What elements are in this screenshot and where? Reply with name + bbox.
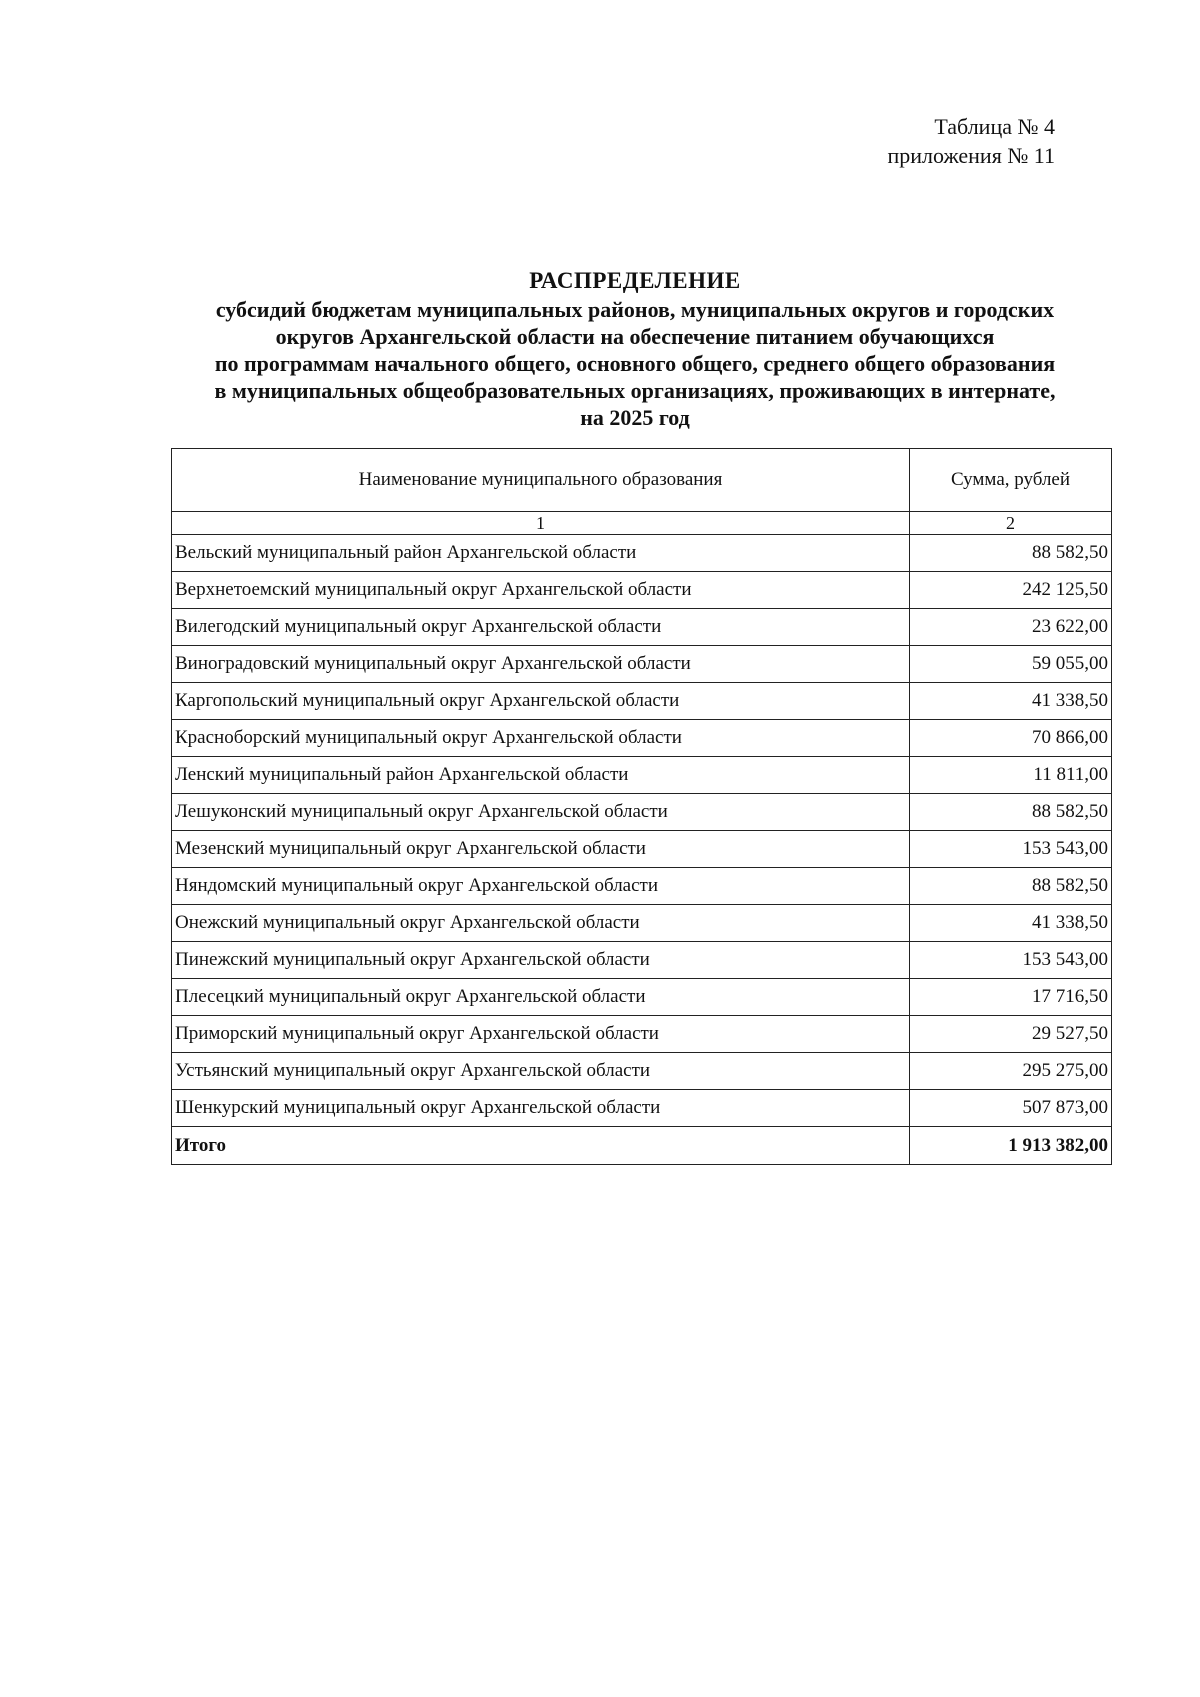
total-label: Итого — [172, 1127, 910, 1165]
amount-value: 41 338,50 — [910, 683, 1112, 720]
table-row — [172, 646, 1112, 683]
municipality-name: Устьянский муниципальный округ Архангельской области — [172, 1053, 910, 1090]
table-row — [172, 1090, 1112, 1127]
table-row — [172, 572, 1112, 609]
column-header-name: Наименование муниципального образования — [172, 449, 910, 512]
total-row — [172, 1127, 1112, 1165]
column-number-row — [172, 512, 1112, 535]
municipality-name: Пинежский муниципальный округ Архангельской области — [172, 942, 910, 979]
table-number-label: Таблица № 4 — [934, 114, 1055, 139]
title-line: округов Архангельской области на обеспечение питанием обучающихся — [275, 324, 995, 349]
amount-value: 23 622,00 — [910, 609, 1112, 646]
municipality-name: Плесецкий муниципальный округ Архангельской области — [172, 979, 910, 1016]
municipality-name: Онежский муниципальный округ Архангельской области — [172, 905, 910, 942]
table-row — [172, 979, 1112, 1016]
municipality-name: Верхнетоемский муниципальный округ Архангельской области — [172, 572, 910, 609]
amount-value: 88 582,50 — [910, 794, 1112, 831]
title-line: субсидий бюджетам муниципальных районов, муниципальных округов и городских — [215, 297, 1055, 322]
municipality-name: Каргопольский муниципальный округ Архангельской области — [172, 683, 910, 720]
amount-value: 11 811,00 — [910, 757, 1112, 794]
title-line: на 2025 год — [580, 405, 690, 430]
municipality-name: Лешуконский муниципальный округ Архангельской области — [172, 794, 910, 831]
table-row — [172, 757, 1112, 794]
amount-value: 507 873,00 — [910, 1090, 1112, 1127]
table-row — [172, 720, 1112, 757]
table-row — [172, 683, 1112, 720]
amount-value: 88 582,50 — [910, 535, 1112, 572]
municipality-name: Виноградовский муниципальный округ Архангельской области — [172, 646, 910, 683]
amount-value: 88 582,50 — [910, 868, 1112, 905]
title-main: РАСПРЕДЕЛЕНИЕ — [529, 268, 741, 293]
amount-value: 29 527,50 — [910, 1016, 1112, 1053]
municipality-name: Мезенский муниципальный округ Архангельской области — [172, 831, 910, 868]
municipality-name: Вилегодский муниципальный округ Архангельской области — [172, 609, 910, 646]
column-number: 2 — [910, 512, 1112, 535]
municipality-name: Красноборский муниципальный округ Архангельской области — [172, 720, 910, 757]
table-header-row — [172, 449, 1112, 512]
amount-value: 59 055,00 — [910, 646, 1112, 683]
table-row — [172, 1016, 1112, 1053]
table-row — [172, 942, 1112, 979]
amount-value: 153 543,00 — [910, 831, 1112, 868]
allocation-table — [171, 448, 1112, 1165]
table-reference — [888, 112, 1056, 170]
amount-value: 242 125,50 — [910, 572, 1112, 609]
municipality-name: Приморский муниципальный округ Архангельской области — [172, 1016, 910, 1053]
table-row — [172, 831, 1112, 868]
document-title — [160, 266, 1110, 431]
title-subtitle — [160, 296, 1110, 431]
amount-value: 70 866,00 — [910, 720, 1112, 757]
total-amount: 1 913 382,00 — [910, 1127, 1112, 1165]
municipality-name: Няндомский муниципальный округ Архангельской области — [172, 868, 910, 905]
table-row — [172, 1053, 1112, 1090]
municipality-name: Ленский муниципальный район Архангельской области — [172, 757, 910, 794]
appendix-number-label: приложения № 11 — [887, 143, 1055, 168]
amount-value: 153 543,00 — [910, 942, 1112, 979]
title-line: в муниципальных общеобразовательных организациях, проживающих в интернате, — [214, 378, 1056, 403]
amount-value: 17 716,50 — [910, 979, 1112, 1016]
table-row — [172, 905, 1112, 942]
table-row — [172, 609, 1112, 646]
table-row — [172, 868, 1112, 905]
municipality-name: Шенкурский муниципальный округ Архангельской области — [172, 1090, 910, 1127]
column-number: 1 — [172, 512, 910, 535]
table-row — [172, 535, 1112, 572]
amount-value: 41 338,50 — [910, 905, 1112, 942]
column-header-amount: Сумма, рублей — [910, 449, 1112, 512]
title-line: по программам начального общего, основного общего, среднего общего образования — [214, 351, 1056, 376]
amount-value: 295 275,00 — [910, 1053, 1112, 1090]
table-row — [172, 794, 1112, 831]
municipality-name: Вельский муниципальный район Архангельской области — [172, 535, 910, 572]
